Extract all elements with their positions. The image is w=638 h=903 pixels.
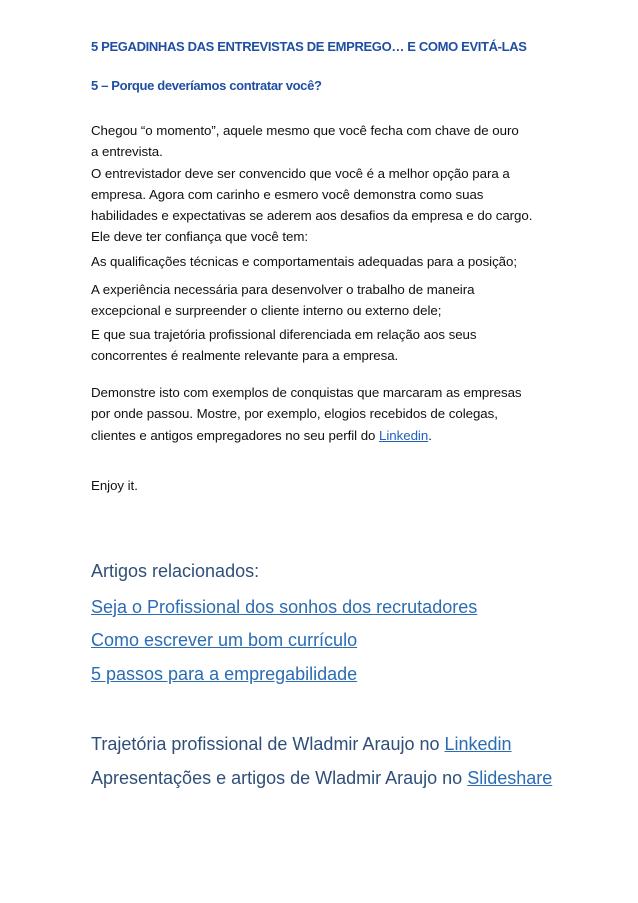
linkedin-profile-text: Trajetória profissional de Wladmir Araujo no [91, 734, 445, 754]
related-article-link[interactable]: Seja o Profissional dos sonhos dos recrutadores [91, 597, 478, 617]
linkedin-inline-link[interactable]: Linkedin [379, 428, 429, 443]
document-title: 5 PEGADINHAS DAS ENTREVISTAS DE EMPREGO… E COMO EVITÁ-LAS [91, 39, 527, 54]
linkedin-profile-line [91, 734, 512, 755]
paragraph-line: a entrevista. [91, 144, 163, 159]
paragraph-line-with-link [91, 428, 432, 443]
section-subtitle: 5 – Porque deveríamos contratar você? [91, 78, 322, 93]
paragraph-line: Ele deve ter confiança que você tem: [91, 229, 308, 244]
qualification-point: As qualificações técnicas e comportamentais adequadas para a posição; [91, 254, 517, 269]
related-articles-heading: Artigos relacionados: [91, 561, 260, 581]
slideshare-line [91, 768, 552, 789]
paragraph-line: empresa. Agora com carinho e esmero você demonstra como suas [91, 187, 484, 202]
related-article-link[interactable]: 5 passos para a empregabilidade [91, 664, 358, 684]
paragraph-line: por onde passou. Mostre, por exemplo, elogios recebidos de colegas, [91, 406, 498, 421]
trajectory-point-line: E que sua trajetória profissional diferenciada em relação aos seus [91, 327, 477, 342]
paragraph-line: Demonstre isto com exemplos de conquistas que marcaram as empresas [91, 385, 522, 400]
trajectory-point-line: concorrentes é realmente relevante para a empresa. [91, 348, 399, 363]
slideshare-link[interactable]: Slideshare [467, 768, 553, 788]
related-article-link[interactable]: Como escrever um bom currículo [91, 630, 358, 650]
experience-point-line: A experiência necessária para desenvolver o trabalho de maneira [91, 282, 475, 297]
closing-text: Enjoy it. [91, 478, 138, 493]
experience-point-line: excepcional e surpreender o cliente interno ou externo dele; [91, 303, 442, 318]
slideshare-text: Apresentações e artigos de Wladmir Araujo no [91, 768, 468, 788]
paragraph-period: . [428, 428, 432, 443]
paragraph-text: clientes e antigos empregadores no seu perfil do [91, 428, 380, 443]
paragraph-line: Chegou “o momento”, aquele mesmo que você fecha com chave de ouro [91, 123, 519, 138]
linkedin-profile-link[interactable]: Linkedin [444, 734, 512, 754]
paragraph-line: habilidades e expectativas se aderem aos desafios da empresa e do cargo. [91, 208, 533, 223]
paragraph-line: O entrevistador deve ser convencido que você é a melhor opção para a [91, 166, 510, 181]
